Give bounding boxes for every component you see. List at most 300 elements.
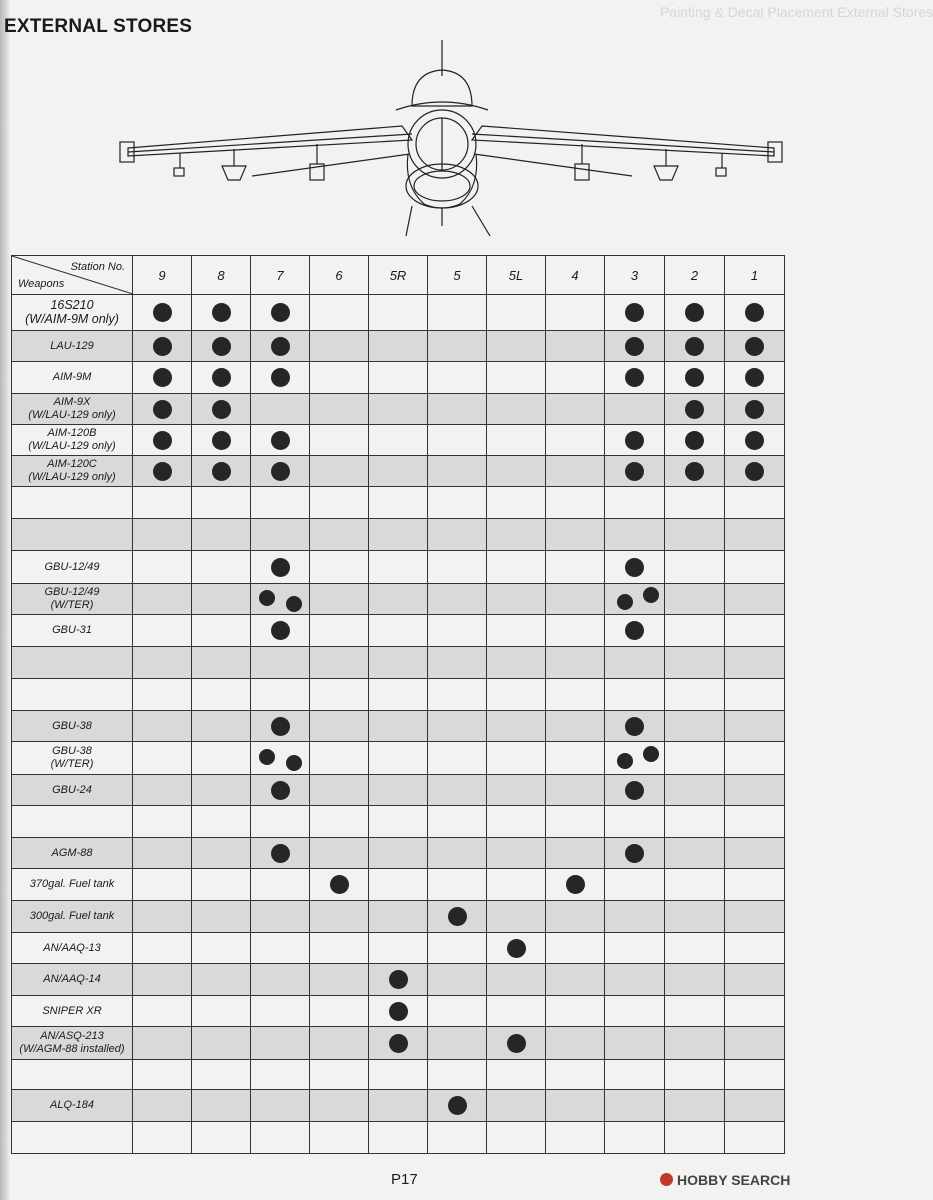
station-cell-8: [192, 394, 251, 425]
station-cell-2: [665, 394, 725, 425]
station-cell-7: [251, 806, 310, 838]
weapon-name-line: GBU-38: [52, 745, 92, 757]
station-cell-8: [192, 679, 251, 711]
weapon-name-cell: [12, 1060, 133, 1090]
station-cell-5r: [369, 487, 428, 519]
station-cell-5l: [487, 425, 546, 456]
station-cell-7: [251, 519, 310, 551]
weapon-name-cell: [12, 1090, 133, 1122]
station-cell-7: [251, 996, 310, 1027]
station-cell-5: [428, 996, 487, 1027]
station-cell-4: [546, 584, 605, 615]
station-cell-8: [192, 806, 251, 838]
store-compatible-dot: [685, 337, 704, 356]
station-cell-6: [310, 933, 369, 964]
weapon-name-line: AIM-9M: [52, 371, 92, 383]
station-cell-5r: [369, 1122, 428, 1154]
station-cell-5l: [487, 775, 546, 806]
station-cell-2: [665, 425, 725, 456]
store-compatible-dot: [507, 1034, 526, 1053]
weapon-name-line: 16S210: [50, 297, 94, 312]
station-cell-5r: [369, 647, 428, 679]
store-compatible-dot: [271, 781, 290, 800]
station-cell-8: [192, 615, 251, 647]
store-compatible-dot: [745, 462, 764, 481]
station-cell-9: [133, 362, 192, 394]
station-cell-9: [133, 1090, 192, 1122]
station-cell-6: [310, 1060, 369, 1090]
station-cell-3: [605, 331, 665, 362]
weapon-name-cell: [12, 775, 133, 806]
station-header: 5: [428, 256, 487, 295]
table-row: [12, 1122, 785, 1154]
weapon-name-cell: [12, 964, 133, 996]
station-cell-8: [192, 456, 251, 487]
station-cell-4: [546, 1060, 605, 1090]
station-cell-2: [665, 996, 725, 1027]
store-compatible-dot: [643, 746, 659, 762]
station-cell-6: [310, 742, 369, 775]
station-cell-8: [192, 519, 251, 551]
weapon-name-cell: [12, 551, 133, 584]
station-cell-3: [605, 1122, 665, 1154]
station-cell-7: [251, 933, 310, 964]
station-cell-9: [133, 996, 192, 1027]
store-compatible-dot: [625, 368, 644, 387]
station-header: 8: [192, 256, 251, 295]
station-cell-5: [428, 838, 487, 869]
station-cell-1: [725, 775, 785, 806]
station-cell-1: [725, 331, 785, 362]
page-binding-shadow: [0, 0, 10, 1200]
station-header: 2: [665, 256, 725, 295]
station-cell-1: [725, 1090, 785, 1122]
table-row: [12, 806, 785, 838]
store-compatible-dot: [271, 303, 290, 322]
station-cell-3: [605, 615, 665, 647]
station-cell-5l: [487, 615, 546, 647]
table-row: [12, 584, 785, 615]
station-cell-9: [133, 519, 192, 551]
station-cell-6: [310, 1090, 369, 1122]
station-cell-5l: [487, 647, 546, 679]
store-compatible-dot: [685, 462, 704, 481]
hobby-search-logo-icon: [660, 1173, 673, 1186]
store-compatible-dot: [271, 337, 290, 356]
weapon-name-line: AN/AAQ-14: [43, 973, 101, 985]
station-cell-5l: [487, 742, 546, 775]
station-cell-6: [310, 806, 369, 838]
station-cell-2: [665, 742, 725, 775]
store-compatible-dot: [286, 596, 302, 612]
weapons-label: Weapons: [18, 278, 65, 290]
table-row: [12, 901, 785, 933]
station-cell-5l: [487, 711, 546, 742]
weapon-name-cell: [12, 806, 133, 838]
station-cell-1: [725, 679, 785, 711]
station-cell-4: [546, 1122, 605, 1154]
station-cell-8: [192, 742, 251, 775]
weapon-name-cell: [12, 394, 133, 425]
weapon-name-cell: [12, 1122, 133, 1154]
weapon-name-line: ALQ-184: [49, 1099, 95, 1111]
station-cell-9: [133, 394, 192, 425]
station-header: 5R: [369, 256, 428, 295]
store-compatible-dot: [153, 431, 172, 450]
station-cell-9: [133, 742, 192, 775]
station-cell-8: [192, 711, 251, 742]
station-cell-5r: [369, 679, 428, 711]
station-cell-5r: [369, 584, 428, 615]
store-compatible-dot: [212, 431, 231, 450]
station-cell-1: [725, 487, 785, 519]
weapon-name-line: (W/LAU-129 only): [28, 440, 116, 452]
store-compatible-dot: [448, 1096, 467, 1115]
weapon-name-cell: [12, 1027, 133, 1060]
weapon-name-line: LAU-129: [50, 339, 94, 352]
weapon-name-cell: [12, 996, 133, 1027]
station-cell-4: [546, 996, 605, 1027]
station-cell-6: [310, 425, 369, 456]
store-compatible-dot: [389, 1002, 408, 1021]
station-cell-2: [665, 519, 725, 551]
stores-table-body: [12, 295, 785, 1154]
station-cell-8: [192, 869, 251, 901]
station-header-row: [12, 256, 785, 295]
station-cell-5: [428, 1122, 487, 1154]
station-cell-5: [428, 394, 487, 425]
weapon-name-cell: [12, 901, 133, 933]
station-cell-5: [428, 933, 487, 964]
station-cell-1: [725, 869, 785, 901]
station-cell-9: [133, 775, 192, 806]
table-row: [12, 996, 785, 1027]
station-cell-5r: [369, 838, 428, 869]
weapon-name-line: AN/AAQ-13: [43, 941, 101, 954]
table-row: [12, 964, 785, 996]
station-cell-5r: [369, 519, 428, 551]
station-cell-5r: [369, 1027, 428, 1060]
station-cell-6: [310, 615, 369, 647]
station-cell-2: [665, 615, 725, 647]
station-cell-7: [251, 1060, 310, 1090]
table-row: [12, 295, 785, 331]
station-cell-3: [605, 551, 665, 584]
store-compatible-dot: [745, 431, 764, 450]
station-cell-2: [665, 901, 725, 933]
weapon-name-cell: [12, 295, 133, 331]
station-cell-9: [133, 1060, 192, 1090]
station-cell-2: [665, 933, 725, 964]
station-cell-1: [725, 425, 785, 456]
station-cell-3: [605, 584, 665, 615]
station-cell-5l: [487, 1027, 546, 1060]
station-cell-4: [546, 679, 605, 711]
table-row: [12, 679, 785, 711]
station-cell-4: [546, 519, 605, 551]
store-compatible-dot: [685, 303, 704, 322]
store-compatible-dot: [153, 368, 172, 387]
weapon-name-line: 370gal. Fuel tank: [29, 878, 115, 890]
store-compatible-dot: [330, 875, 349, 894]
station-cell-2: [665, 1122, 725, 1154]
station-cell-6: [310, 394, 369, 425]
station-cell-7: [251, 456, 310, 487]
station-cell-5: [428, 679, 487, 711]
header-corner-cell: [12, 256, 133, 295]
station-cell-2: [665, 1027, 725, 1060]
station-cell-5r: [369, 615, 428, 647]
station-cell-5l: [487, 456, 546, 487]
station-cell-3: [605, 1027, 665, 1060]
station-cell-8: [192, 933, 251, 964]
station-cell-5: [428, 456, 487, 487]
station-cell-8: [192, 362, 251, 394]
weapon-name-line: GBU-24: [52, 783, 92, 796]
table-row: [12, 394, 785, 425]
store-compatible-dot: [625, 717, 644, 736]
external-stores-table: [11, 255, 785, 1154]
station-cell-4: [546, 331, 605, 362]
table-row: [12, 869, 785, 901]
station-cell-4: [546, 711, 605, 742]
station-cell-9: [133, 711, 192, 742]
store-compatible-dot: [271, 621, 290, 640]
station-no-label: Station No.: [70, 261, 125, 273]
station-cell-1: [725, 615, 785, 647]
station-cell-4: [546, 1027, 605, 1060]
weapon-name-line: (W/AGM-88 installed): [19, 1043, 125, 1055]
station-cell-5r: [369, 933, 428, 964]
station-cell-2: [665, 838, 725, 869]
station-cell-6: [310, 295, 369, 331]
table-row: [12, 1027, 785, 1060]
weapon-name-line: GBU-31: [52, 624, 92, 636]
table-row: [12, 1090, 785, 1122]
triple-ejector-rack-dots: [251, 584, 309, 614]
store-compatible-dot: [625, 558, 644, 577]
station-cell-9: [133, 295, 192, 331]
station-cell-9: [133, 647, 192, 679]
station-cell-1: [725, 933, 785, 964]
station-header: 7: [251, 256, 310, 295]
station-cell-5l: [487, 362, 546, 394]
station-cell-2: [665, 1090, 725, 1122]
station-cell-7: [251, 487, 310, 519]
station-cell-5l: [487, 394, 546, 425]
station-cell-1: [725, 806, 785, 838]
station-header: 1: [725, 256, 785, 295]
station-cell-2: [665, 711, 725, 742]
station-cell-1: [725, 551, 785, 584]
store-compatible-dot: [625, 431, 644, 450]
station-cell-4: [546, 487, 605, 519]
station-cell-4: [546, 1090, 605, 1122]
station-cell-6: [310, 331, 369, 362]
station-cell-5: [428, 647, 487, 679]
station-cell-6: [310, 838, 369, 869]
station-cell-2: [665, 964, 725, 996]
station-cell-7: [251, 551, 310, 584]
station-cell-3: [605, 295, 665, 331]
station-cell-2: [665, 869, 725, 901]
station-cell-5r: [369, 394, 428, 425]
station-cell-5r: [369, 806, 428, 838]
station-cell-4: [546, 425, 605, 456]
station-cell-5: [428, 295, 487, 331]
bleed-through-text: Painting & Decal Placement External Stores: [660, 4, 933, 20]
station-cell-5r: [369, 331, 428, 362]
station-cell-6: [310, 775, 369, 806]
station-cell-9: [133, 869, 192, 901]
station-cell-3: [605, 996, 665, 1027]
table-row: [12, 647, 785, 679]
station-cell-8: [192, 775, 251, 806]
station-cell-7: [251, 901, 310, 933]
table-row: [12, 1060, 785, 1090]
page-title: EXTERNAL STORES: [4, 16, 193, 37]
station-cell-5l: [487, 519, 546, 551]
station-cell-7: [251, 838, 310, 869]
station-cell-3: [605, 362, 665, 394]
station-cell-5: [428, 584, 487, 615]
store-compatible-dot: [617, 594, 633, 610]
station-cell-6: [310, 869, 369, 901]
station-cell-7: [251, 394, 310, 425]
station-cell-1: [725, 1060, 785, 1090]
station-cell-3: [605, 838, 665, 869]
station-cell-6: [310, 1027, 369, 1060]
store-compatible-dot: [259, 749, 275, 765]
station-cell-9: [133, 679, 192, 711]
store-compatible-dot: [625, 844, 644, 863]
station-cell-5r: [369, 742, 428, 775]
station-cell-8: [192, 1060, 251, 1090]
station-cell-4: [546, 362, 605, 394]
store-compatible-dot: [685, 431, 704, 450]
station-cell-6: [310, 964, 369, 996]
store-compatible-dot: [271, 717, 290, 736]
store-compatible-dot: [153, 462, 172, 481]
station-cell-2: [665, 362, 725, 394]
store-compatible-dot: [212, 368, 231, 387]
station-cell-5: [428, 551, 487, 584]
station-cell-8: [192, 901, 251, 933]
station-cell-1: [725, 1122, 785, 1154]
store-compatible-dot: [643, 587, 659, 603]
station-cell-5l: [487, 1090, 546, 1122]
station-cell-2: [665, 584, 725, 615]
station-cell-9: [133, 806, 192, 838]
station-cell-8: [192, 1027, 251, 1060]
weapon-name-line: (W/TER): [50, 599, 94, 611]
station-cell-3: [605, 964, 665, 996]
station-cell-7: [251, 615, 310, 647]
station-header: 3: [605, 256, 665, 295]
station-cell-7: [251, 964, 310, 996]
station-cell-5: [428, 1090, 487, 1122]
station-cell-9: [133, 456, 192, 487]
station-cell-9: [133, 615, 192, 647]
station-cell-6: [310, 647, 369, 679]
station-cell-6: [310, 711, 369, 742]
station-cell-1: [725, 711, 785, 742]
station-cell-5r: [369, 551, 428, 584]
station-cell-2: [665, 456, 725, 487]
weapon-name-line: AIM-120C: [47, 458, 97, 470]
station-cell-5r: [369, 901, 428, 933]
station-cell-8: [192, 964, 251, 996]
store-compatible-dot: [153, 400, 172, 419]
station-cell-1: [725, 456, 785, 487]
station-cell-4: [546, 964, 605, 996]
station-cell-7: [251, 1027, 310, 1060]
station-cell-5l: [487, 933, 546, 964]
store-compatible-dot: [271, 462, 290, 481]
station-cell-6: [310, 1122, 369, 1154]
station-cell-2: [665, 295, 725, 331]
station-cell-5l: [487, 806, 546, 838]
station-cell-7: [251, 425, 310, 456]
store-compatible-dot: [745, 337, 764, 356]
station-cell-9: [133, 487, 192, 519]
station-cell-4: [546, 615, 605, 647]
table-row: [12, 519, 785, 551]
store-compatible-dot: [685, 400, 704, 419]
station-cell-5: [428, 711, 487, 742]
station-cell-4: [546, 456, 605, 487]
weapon-name-line: (W/LAU-129 only): [28, 409, 116, 421]
station-cell-7: [251, 742, 310, 775]
station-cell-6: [310, 679, 369, 711]
triple-ejector-rack-dots: [251, 743, 309, 773]
station-cell-4: [546, 869, 605, 901]
station-cell-5l: [487, 679, 546, 711]
station-cell-7: [251, 1122, 310, 1154]
weapon-name-line: AN/ASQ-213: [40, 1030, 104, 1042]
weapon-name-line: SNIPER XR: [42, 1004, 102, 1017]
station-cell-6: [310, 551, 369, 584]
station-cell-8: [192, 331, 251, 362]
station-cell-3: [605, 901, 665, 933]
station-cell-3: [605, 806, 665, 838]
station-cell-4: [546, 742, 605, 775]
table-row: [12, 933, 785, 964]
station-cell-1: [725, 394, 785, 425]
weapon-name-cell: [12, 838, 133, 869]
station-cell-7: [251, 679, 310, 711]
station-cell-7: [251, 295, 310, 331]
weapon-name-cell: [12, 615, 133, 647]
station-cell-6: [310, 456, 369, 487]
station-cell-1: [725, 584, 785, 615]
store-compatible-dot: [212, 303, 231, 322]
store-compatible-dot: [745, 400, 764, 419]
station-cell-7: [251, 584, 310, 615]
store-compatible-dot: [617, 753, 633, 769]
page-number: P17: [391, 1171, 418, 1188]
station-cell-5: [428, 1060, 487, 1090]
table-row: [12, 711, 785, 742]
store-compatible-dot: [685, 368, 704, 387]
station-cell-4: [546, 647, 605, 679]
table-row: [12, 551, 785, 584]
station-cell-4: [546, 901, 605, 933]
watermark-text: HOBBY SEARCH: [677, 1172, 791, 1188]
station-cell-4: [546, 295, 605, 331]
station-cell-2: [665, 806, 725, 838]
station-cell-5r: [369, 456, 428, 487]
